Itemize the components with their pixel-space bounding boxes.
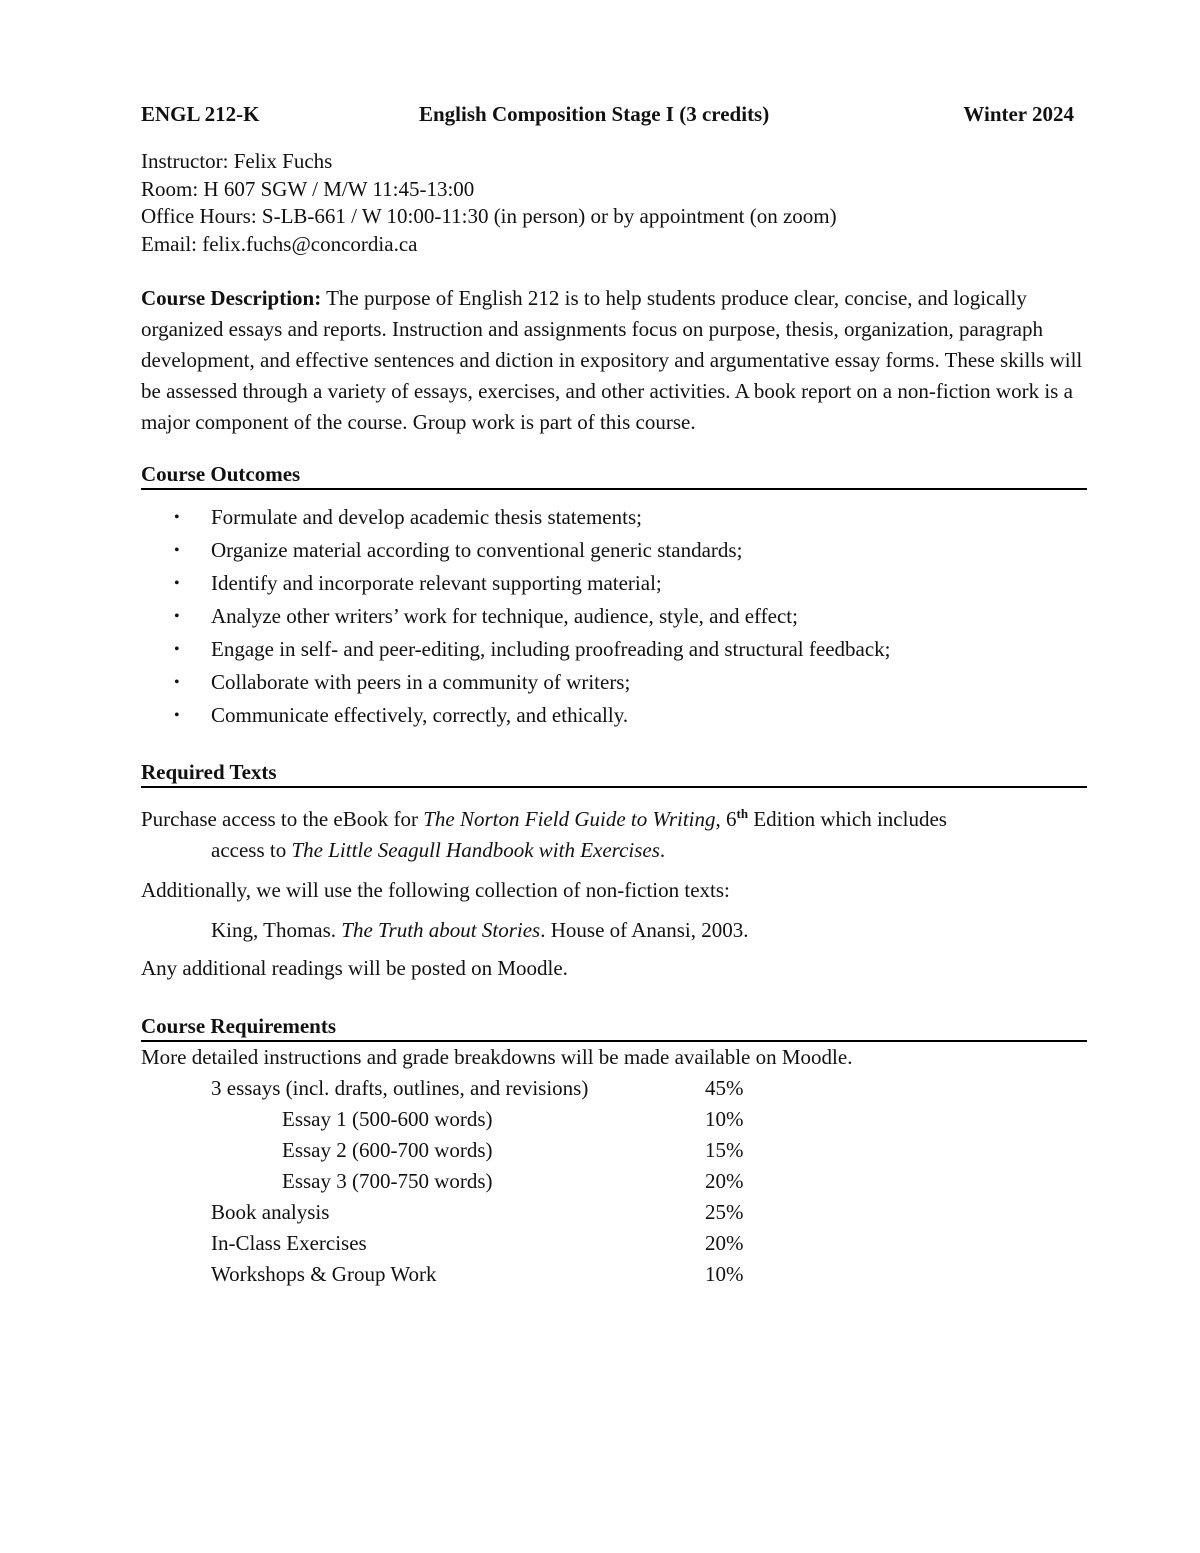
grade-item-label: Essay 3 (700-750 words) xyxy=(282,1169,493,1193)
list-item xyxy=(141,633,1087,666)
table-row xyxy=(141,1104,1087,1135)
course-term: Winter 2024 xyxy=(963,102,1074,126)
text-run: King, Thomas. xyxy=(211,918,342,942)
text-run: . xyxy=(659,838,666,862)
grade-item-percent: 25% xyxy=(705,1200,744,1224)
room-line: Room: H 607 SGW / M/W 11:45-13:00 xyxy=(141,176,475,201)
requirements-heading: Course Requirements xyxy=(141,1012,1087,1042)
citation-king xyxy=(141,915,1087,946)
grade-item-label: Book analysis xyxy=(211,1200,330,1224)
table-row xyxy=(141,1135,1087,1166)
office-hours-line: Office Hours: S-LB-661 / W 10:00-11:30 (in person) or by appointment (on zoom) xyxy=(141,204,837,228)
ebook-paragraph xyxy=(141,804,1087,866)
collection-paragraph: Additionally, we will use the following collection of non-fiction texts: xyxy=(141,878,730,902)
description-label: Course Description: xyxy=(141,286,322,310)
table-row xyxy=(141,1259,1087,1290)
grade-item-percent: 10% xyxy=(705,1107,744,1131)
bullet-icon: • xyxy=(174,542,180,559)
list-item xyxy=(141,699,1087,732)
grade-item-label: In-Class Exercises xyxy=(211,1231,367,1255)
bullet-icon: • xyxy=(174,608,180,625)
outcome-text: Organize material according to conventional generic standards; xyxy=(211,538,743,562)
table-row xyxy=(141,1228,1087,1259)
outcome-text: Engage in self- and peer-editing, including proofreading and structural feedback; xyxy=(211,637,891,661)
grade-item-label: Essay 2 (600-700 words) xyxy=(282,1138,493,1162)
list-item xyxy=(141,600,1087,633)
ebook-paragraph-line2 xyxy=(141,835,1087,866)
outcomes-list xyxy=(141,501,1087,732)
book-title-seagull: The Little Seagull Handbook with Exercises xyxy=(291,838,660,862)
instructor-line: Instructor: Felix Fuchs xyxy=(141,149,333,173)
outcome-text: Collaborate with peers in a community of writers; xyxy=(211,670,631,694)
edition-superscript: th xyxy=(736,806,749,821)
list-item xyxy=(141,534,1087,567)
outcome-text: Formulate and develop academic thesis statements; xyxy=(211,505,642,529)
bullet-icon: • xyxy=(174,575,180,592)
list-item xyxy=(141,501,1087,534)
text-run: . House of Anansi, 2003. xyxy=(540,918,749,942)
text-run: Edition which includes xyxy=(748,807,947,831)
table-row xyxy=(141,1073,1087,1104)
table-row xyxy=(141,1197,1087,1228)
book-title-truth: The Truth about Stories xyxy=(341,918,541,942)
table-row xyxy=(141,1166,1087,1197)
requirements-intro: More detailed instructions and grade breakdowns will be made available on Moodle. xyxy=(141,1045,853,1069)
email-line: Email: felix.fuchs@concordia.ca xyxy=(141,231,418,256)
course-title: English Composition Stage I (3 credits) xyxy=(419,102,770,126)
bullet-icon: • xyxy=(174,509,180,526)
list-item xyxy=(141,567,1087,600)
required-texts-heading: Required Texts xyxy=(141,758,1087,788)
bullet-icon: • xyxy=(174,707,180,724)
text-run: access to xyxy=(211,838,292,862)
course-description xyxy=(141,283,1087,438)
grade-item-percent: 20% xyxy=(705,1231,744,1255)
description-text: The purpose of English 212 is to help students produce clear, concise, and logically organized essays and reports. Instruction and assignments focus on purpose, thesis, organization, paragraph development, and effective sentences and diction in expository and argumentative essay forms. These skills will be assessed through a variety of essays, exercises, and other activities. A book report on a non-fiction work is a major component of the course. Group work is part of this course. xyxy=(141,286,1083,434)
course-code: ENGL 212-K xyxy=(141,102,260,126)
moodle-readings-note: Any additional readings will be posted on Moodle. xyxy=(141,956,568,980)
syllabus-page xyxy=(141,98,1087,1290)
grade-item-percent: 10% xyxy=(705,1262,744,1286)
text-run: Purchase access to the eBook for xyxy=(141,807,424,831)
outcomes-heading: Course Outcomes xyxy=(141,460,1087,490)
grade-item-percent: 45% xyxy=(705,1076,744,1100)
text-run: , 6 xyxy=(715,807,737,831)
outcome-text: Identify and incorporate relevant supporting material; xyxy=(211,571,662,595)
grade-item-label: 3 essays (incl. drafts, outlines, and revisions) xyxy=(211,1076,589,1100)
grade-item-label: Workshops & Group Work xyxy=(211,1262,437,1286)
instructor-info xyxy=(141,148,1087,258)
book-title-norton: The Norton Field Guide to Writing xyxy=(423,807,716,831)
list-item xyxy=(141,666,1087,699)
bullet-icon: • xyxy=(174,641,180,658)
bullet-icon: • xyxy=(174,674,180,691)
outcome-text: Communicate effectively, correctly, and ethically. xyxy=(211,703,629,727)
grade-item-percent: 20% xyxy=(705,1169,744,1193)
outcome-text: Analyze other writers’ work for technique, audience, style, and effect; xyxy=(211,604,798,628)
grade-item-percent: 15% xyxy=(705,1138,744,1162)
course-header xyxy=(141,98,1074,130)
grade-item-label: Essay 1 (500-600 words) xyxy=(282,1107,493,1131)
